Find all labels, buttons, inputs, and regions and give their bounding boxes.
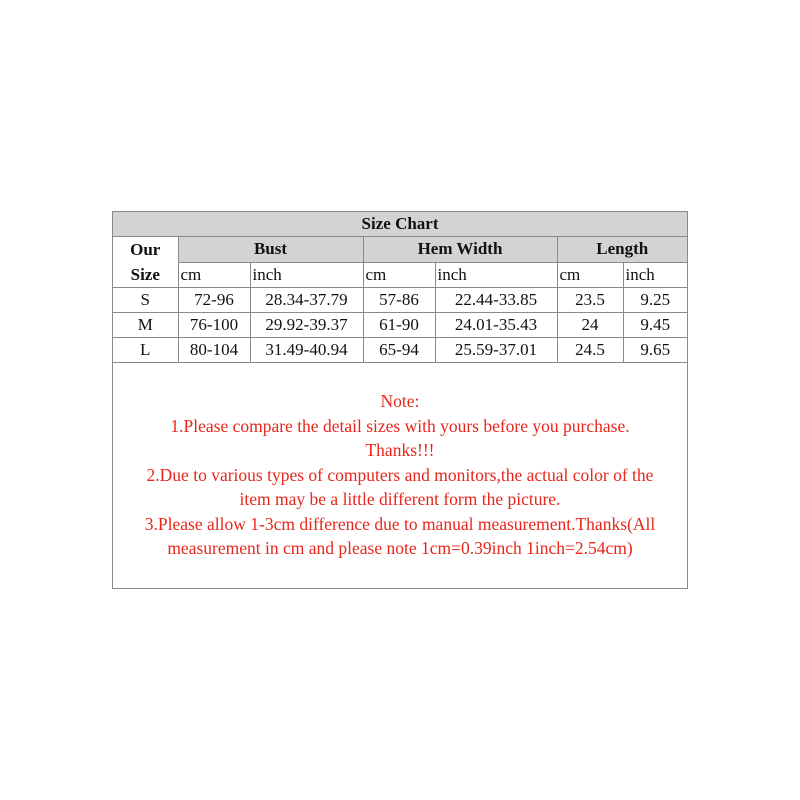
table-cell: 80-104 bbox=[178, 338, 250, 363]
length-header: Length bbox=[557, 237, 687, 263]
unit-header: cm bbox=[178, 262, 250, 288]
notes-section bbox=[113, 389, 687, 561]
unit-header: inch bbox=[250, 262, 363, 288]
size-label: L bbox=[113, 338, 178, 363]
note-line: measurement in cm and please note 1cm=0.39inch 1inch=2.54cm) bbox=[167, 538, 633, 558]
table-cell: 9.25 bbox=[623, 288, 687, 313]
table-cell: 24.5 bbox=[557, 338, 623, 363]
title-row bbox=[113, 212, 687, 237]
table-cell: 76-100 bbox=[178, 313, 250, 338]
table-cell: 29.92-39.37 bbox=[250, 313, 363, 338]
table-cell: 9.65 bbox=[623, 338, 687, 363]
group-header-row bbox=[113, 237, 687, 263]
table-cell: 25.59-37.01 bbox=[435, 338, 557, 363]
our-size-header-line2: Size bbox=[130, 265, 160, 284]
size-chart-panel bbox=[112, 211, 688, 589]
note-line: item may be a little different form the picture. bbox=[239, 489, 561, 509]
size-label: M bbox=[113, 313, 178, 338]
note-line: 3.Please allow 1-3cm difference due to manual measurement.Thanks(All bbox=[144, 513, 656, 534]
table-cell: 28.34-37.79 bbox=[250, 288, 363, 313]
table-cell: 23.5 bbox=[557, 288, 623, 313]
bust-header: Bust bbox=[178, 237, 363, 263]
unit-header: cm bbox=[557, 262, 623, 288]
table-cell: 57-86 bbox=[363, 288, 435, 313]
table-row bbox=[113, 338, 687, 363]
table-row bbox=[113, 313, 687, 338]
table-cell: 61-90 bbox=[363, 313, 435, 338]
our-size-header bbox=[113, 237, 178, 288]
table-cell: 24.01-35.43 bbox=[435, 313, 557, 338]
unit-header: cm bbox=[363, 262, 435, 288]
table-cell: 9.45 bbox=[623, 313, 687, 338]
note-line: Thanks!!! bbox=[365, 440, 435, 460]
note-line: 2.Due to various types of computers and monitors,the actual color of the bbox=[146, 464, 654, 485]
note-line: 1.Please compare the detail sizes with yours before you purchase. bbox=[170, 415, 630, 436]
unit-header: inch bbox=[435, 262, 557, 288]
table-cell: 72-96 bbox=[178, 288, 250, 313]
our-size-header-line1: Our bbox=[130, 240, 161, 259]
table-cell: 65-94 bbox=[363, 338, 435, 363]
table-cell: 24 bbox=[557, 313, 623, 338]
unit-header-row bbox=[113, 262, 687, 288]
table-cell: 22.44-33.85 bbox=[435, 288, 557, 313]
size-chart-table bbox=[113, 212, 687, 363]
table-row bbox=[113, 288, 687, 313]
table-title: Size Chart bbox=[113, 212, 687, 237]
table-cell: 31.49-40.94 bbox=[250, 338, 363, 363]
notes-heading: Note: bbox=[380, 391, 420, 411]
hem-width-header: Hem Width bbox=[363, 237, 557, 263]
size-label: S bbox=[113, 288, 178, 313]
unit-header: inch bbox=[623, 262, 687, 288]
